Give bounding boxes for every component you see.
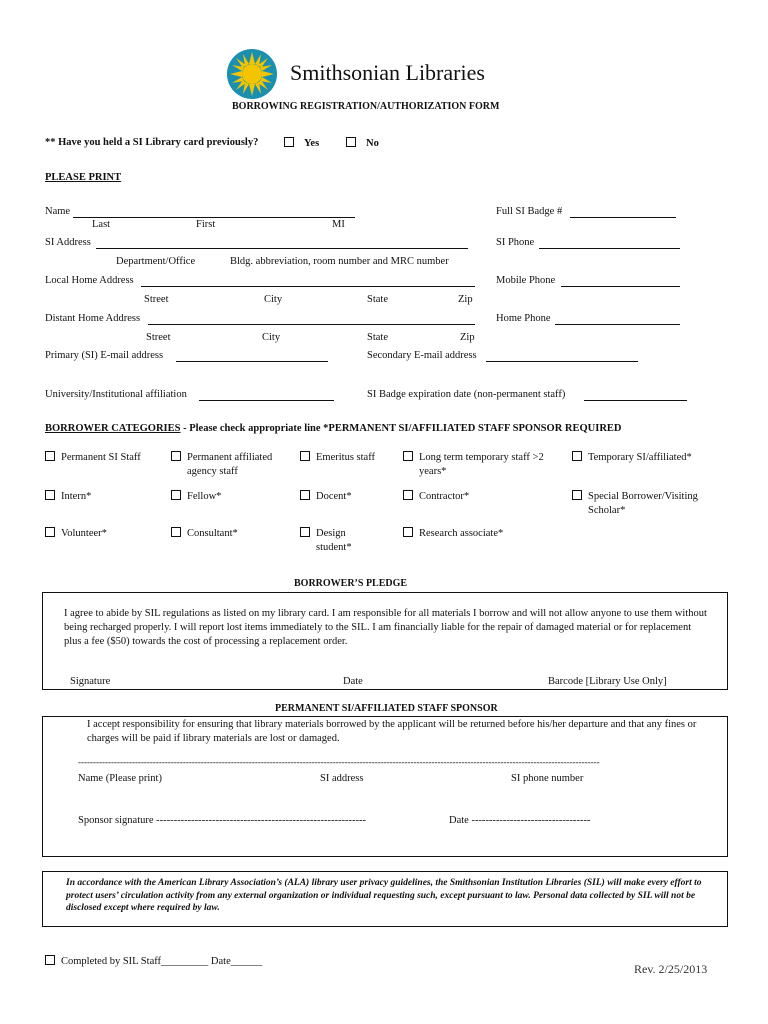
- checkbox[interactable]: [171, 490, 181, 500]
- category-label: Permanent affiliated: [187, 452, 273, 463]
- checkbox[interactable]: [300, 451, 310, 461]
- checkbox[interactable]: [403, 451, 413, 461]
- category-label: Emeritus staff: [316, 452, 376, 463]
- no-option[interactable]: [346, 137, 379, 149]
- category-volunteer[interactable]: [45, 527, 107, 539]
- sponsor-si-phone-label: SI phone number: [511, 773, 584, 784]
- category-label: Temporary SI/affiliated*: [588, 452, 692, 463]
- category-label-cont: agency staff: [187, 466, 238, 477]
- pledge-date-label: Date: [343, 676, 363, 687]
- checkbox[interactable]: [300, 527, 310, 537]
- category-label: Long term temporary staff >2: [419, 452, 544, 463]
- city-label-1: City: [264, 294, 283, 305]
- affiliation-label: University/Institutional affiliation: [45, 389, 187, 400]
- badge-exp-label: SI Badge expiration date (non-permanent staff): [367, 389, 566, 400]
- completed-label: Completed by SIL Staff_________ Date______: [61, 956, 263, 967]
- home-phone-field[interactable]: [555, 324, 680, 325]
- local-home-label: Local Home Address: [45, 275, 134, 286]
- primary-email-field[interactable]: [176, 361, 328, 362]
- previous-card-question: [45, 137, 258, 148]
- si-phone-field[interactable]: [539, 248, 680, 249]
- pledge-text: I agree to abide by SIL regulations as listed on my library card. I am responsible for all materials I borrow and will not allow anyone to use them without being recharged properly. I will report lost items immediately to the SIL. I am financially liable for the repair of damaged material or for replacement plus a fee ($50) towards the cost of processing a replacement order.: [64, 608, 707, 647]
- state-label-2: State: [367, 332, 388, 343]
- category-label: Consultant*: [187, 528, 238, 539]
- category-design-student[interactable]: [300, 527, 346, 539]
- badge-field[interactable]: [570, 217, 676, 218]
- categories-instruction: - Please check appropriate line *PERMANENT SI/AFFILIATED STAFF SPONSOR REQUIRED: [180, 423, 622, 434]
- mi-label: MI: [332, 219, 345, 230]
- affiliation-field[interactable]: [199, 400, 334, 401]
- name-label: Name: [45, 206, 71, 217]
- primary-email-label: Primary (SI) E-mail address: [45, 350, 164, 361]
- logo: [226, 48, 278, 103]
- privacy-notice: In accordance with the American Library Association’s (ALA) library user privacy guidelines, the Smithsonian Institution Libraries (SIL) will make every effort to protect users’ circulation activity from any external organization or individual requesting such, except pursuant to law. Personal data collected by SIL will not be disclosed except where required by law.: [66, 878, 702, 913]
- city-label-2: City: [262, 332, 281, 343]
- street-label-2: Street: [146, 332, 171, 343]
- barcode-label: Barcode [Library Use Only]: [548, 676, 667, 687]
- yes-option[interactable]: [284, 137, 319, 149]
- checkbox[interactable]: [403, 527, 413, 537]
- sun-icon: [226, 48, 278, 100]
- pledge-title: BORROWER’S PLEDGE: [294, 578, 408, 589]
- secondary-email-label: Secondary E-mail address: [367, 350, 477, 361]
- form-title: BORROWING REGISTRATION/AUTHORIZATION FORM: [232, 101, 500, 112]
- yes-checkbox[interactable]: [284, 137, 294, 147]
- bldg-label: Bldg. abbreviation, room number and MRC number: [230, 256, 449, 267]
- category-label: Docent*: [316, 491, 352, 502]
- distant-home-field[interactable]: [148, 324, 475, 325]
- si-address-field[interactable]: [96, 248, 468, 249]
- category-label: Design: [316, 528, 346, 539]
- si-phone-label: SI Phone: [496, 237, 535, 248]
- please-print-heading: PLEASE PRINT: [45, 172, 122, 183]
- no-checkbox[interactable]: [346, 137, 356, 147]
- street-label-1: Street: [144, 294, 169, 305]
- category-label: Research associate*: [419, 528, 504, 539]
- category-label: Special Borrower/Visiting: [588, 491, 698, 502]
- zip-label-2: Zip: [460, 332, 475, 343]
- category-label-cont: Scholar*: [588, 505, 626, 516]
- si-address-label: SI Address: [45, 237, 91, 248]
- checkbox[interactable]: [572, 451, 582, 461]
- name-field[interactable]: [73, 217, 355, 218]
- sponsor-signature-field[interactable]: Sponsor signature ------------------------------------------------------------: [78, 815, 366, 826]
- logo-text: Smithsonian Libraries: [290, 60, 485, 85]
- category-fellow[interactable]: [171, 490, 221, 502]
- category-label: Intern*: [61, 491, 92, 502]
- category-label: Contractor*: [419, 491, 470, 502]
- checkbox[interactable]: [45, 490, 55, 500]
- sponsor-date-field[interactable]: Date ----------------------------------: [449, 815, 591, 826]
- category-special-borrower[interactable]: [572, 490, 698, 502]
- distant-home-label: Distant Home Address: [45, 313, 141, 324]
- checkbox[interactable]: [572, 490, 582, 500]
- sponsor-name-label: Name (Please print): [78, 773, 162, 784]
- yes-label: Yes: [304, 138, 320, 149]
- completed-by-staff[interactable]: [45, 955, 262, 967]
- mobile-label: Mobile Phone: [496, 275, 556, 286]
- sponsor-si-address-label: SI address: [320, 773, 364, 784]
- checkbox[interactable]: [171, 451, 181, 461]
- home-phone-label: Home Phone: [496, 313, 551, 324]
- state-label-1: State: [367, 294, 388, 305]
- category-label: Permanent SI Staff: [61, 452, 141, 463]
- category-permanent-affiliated[interactable]: [171, 451, 272, 463]
- checkbox[interactable]: [45, 451, 55, 461]
- dept-label: Department/Office: [116, 256, 196, 267]
- checkbox[interactable]: [300, 490, 310, 500]
- category-research-associate[interactable]: [403, 527, 503, 539]
- category-label: Fellow*: [187, 491, 222, 502]
- category-temporary[interactable]: [572, 451, 692, 463]
- category-consultant[interactable]: [171, 527, 238, 539]
- category-contractor[interactable]: [403, 490, 469, 502]
- zip-label-1: Zip: [458, 294, 473, 305]
- checkbox[interactable]: [171, 527, 181, 537]
- category-docent[interactable]: [300, 490, 352, 502]
- local-home-field[interactable]: [141, 286, 475, 287]
- mobile-field[interactable]: [561, 286, 680, 287]
- category-long-term[interactable]: [403, 451, 544, 463]
- sponsor-title: PERMANENT SI/AFFILIATED STAFF SPONSOR: [275, 703, 498, 714]
- badge-exp-field[interactable]: [584, 400, 687, 401]
- last-label: Last: [92, 219, 111, 230]
- category-permanent-si[interactable]: [45, 451, 141, 463]
- no-label: No: [366, 138, 379, 149]
- first-label: First: [196, 219, 216, 230]
- sponsor-text: I accept responsibility for ensuring that library materials borrowed by the applicant will be returned before his/her departure and that any fines or charges will be paid if library materials are lost or damaged.: [87, 719, 697, 744]
- checkbox[interactable]: [45, 527, 55, 537]
- sponsor-divider: ------------------------------------------------------------------------------------------------------------------------------------------------------------------------------: [78, 757, 600, 767]
- category-label-cont: years*: [419, 466, 447, 477]
- categories-heading: [45, 423, 622, 434]
- question-text: ** Have you held a SI Library card previously?: [45, 137, 259, 148]
- secondary-email-field[interactable]: [486, 361, 638, 362]
- pledge-signature-label: Signature: [70, 676, 111, 687]
- badge-label: Full SI Badge #: [496, 206, 563, 217]
- revision-date: Rev. 2/25/2013: [634, 962, 708, 976]
- category-label: Volunteer*: [61, 528, 107, 539]
- category-intern[interactable]: [45, 490, 91, 502]
- category-label-cont: student*: [316, 542, 352, 553]
- completed-checkbox[interactable]: [45, 955, 55, 965]
- categories-title: BORROWER CATEGORIES: [45, 423, 181, 434]
- checkbox[interactable]: [403, 490, 413, 500]
- category-emeritus[interactable]: [300, 451, 375, 463]
